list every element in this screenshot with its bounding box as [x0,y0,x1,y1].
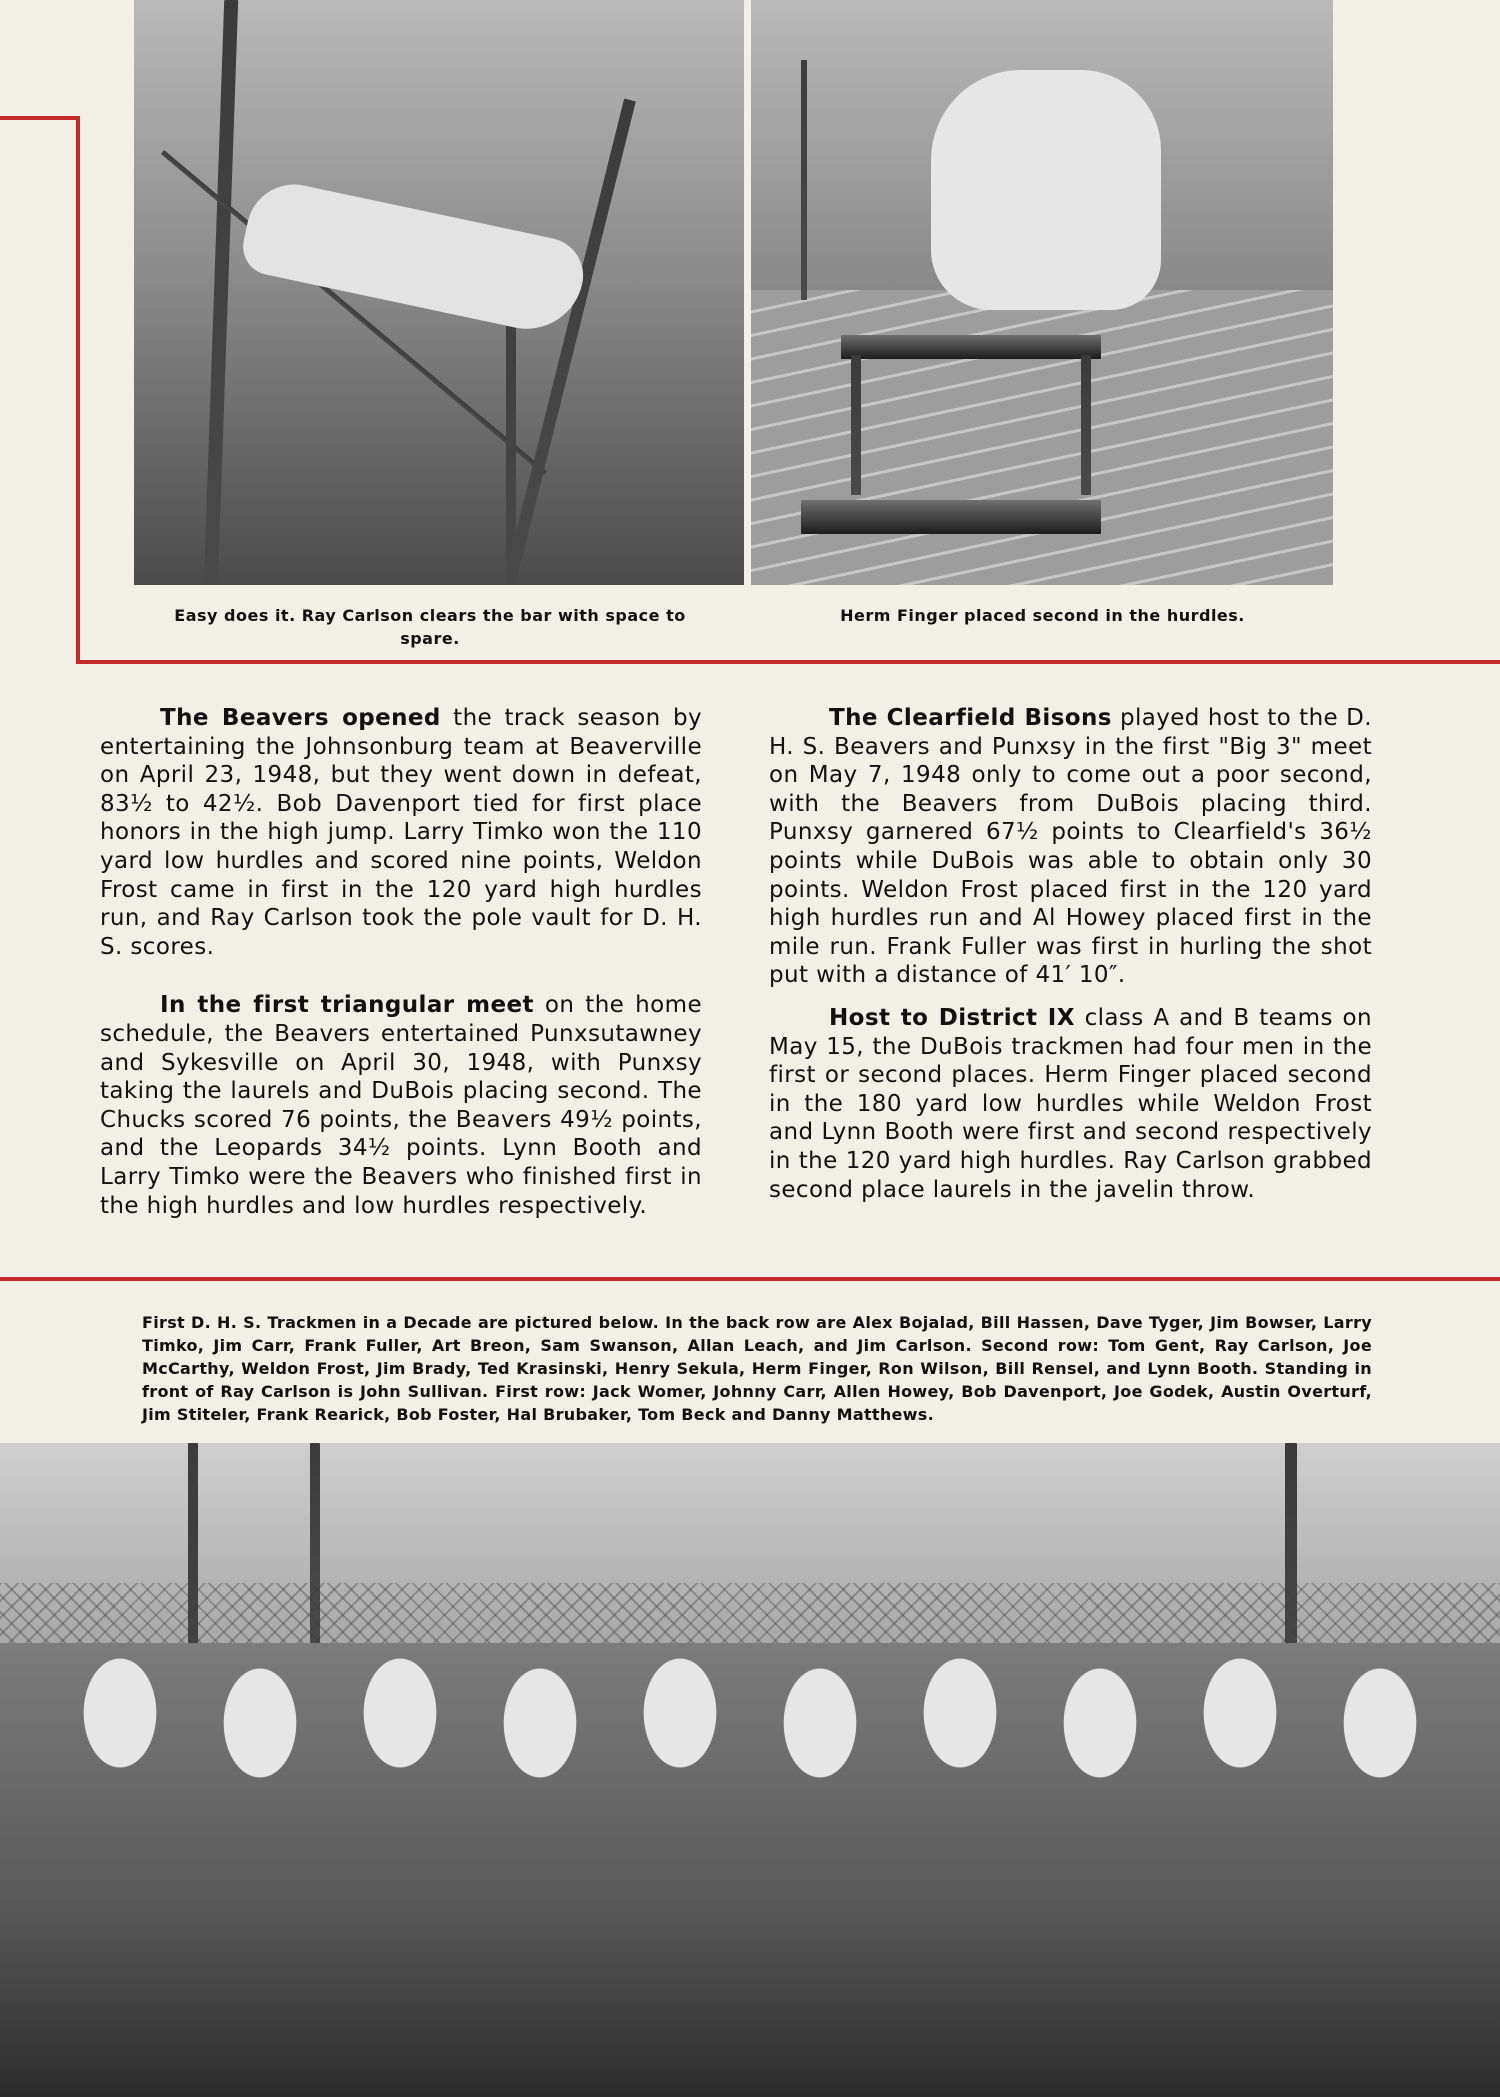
article-paragraph [100,704,702,961]
hurdles-photo [751,0,1333,585]
frame-line-lower [0,1277,1500,1281]
team-members [0,1643,1500,2097]
hurdle-leg-left [851,355,861,495]
article-paragraph [769,704,1372,990]
team-caption-text: are pictured below. In the back row are Alex Bojalad, Bill Hassen, Dave Tyger, Jim Bowser, Larry Timko, Jim Carr, Frank Fuller, Art Breon, Sam Swanson, Allan Leach, and Jim Carlson. Second row: Tom Gent, Ray Carlson, Joe McCarthy, Weldon Frost, Jim Brady, Ted Krasinski, Henry Sekula, Herm Finger, Ron Wilson, Bill Rensel, and Lynn Booth. Standing in front of Ray Carlson is John Sullivan. First row: Jack Womer, Johnny Carr, Allen Howey, Bob Davenport, Joe Godek, Austin Overturf, Jim Stiteler, Frank Rearick, Bob Foster, Hal Brubaker, Tom Beck and Danny Matthews. [142,1313,1372,1424]
light-pole [801,60,807,300]
team-photo-caption [142,1311,1372,1426]
paragraph-text: played host to the D. H. S. Beavers and Punxsy in the first "Big 3" meet on May 7, 1948 only to come out a poor second, with the Beavers from DuBois placing third. Punxsy garnered 67½ points to Clearfield's 36½ points while DuBois was able to obtain only 30 points. Weldon Frost placed first in the 120 yard high hurdles run and Al Howey placed first in the mile run. Frank Fuller was first in hurling the shot put with a distance of 41′ 10″. [769,705,1373,989]
article-paragraph [769,1004,1372,1204]
frame-line-mid [76,660,1500,664]
article-right-column [769,704,1372,1204]
article-left-column [100,704,702,1220]
hurdle-base [801,500,1101,534]
hurdles-caption: Herm Finger placed second in the hurdles. [840,606,1245,625]
paragraph-text: the track season by entertaining the Johnsonburg team at Beaverville on April 23, 1948, but they went down in defeat, 83½ to 42½. Bob Davenport tied for first place honors in the high jump. Larry Timko won the 110 yard low hurdles and scored nine points, Weldon Frost came in first in the 120 yard high hurdles run, and Ray Carlson took the pole vault for D. H. S. scores. [100,705,703,960]
hurdle-leg-right [1081,355,1091,495]
hurdle-bar [841,335,1101,359]
team-photo [0,1443,1500,2097]
pole-vault-photo [134,0,744,585]
frame-line-left-vertical [76,116,80,664]
paragraph-lead: The Clearfield Bisons [829,705,1112,731]
paragraph-lead: The Beavers opened [160,705,441,731]
hurdler-figure [931,70,1161,310]
vaulting-pole [506,99,636,577]
paragraph-lead: In the first triangular meet [160,992,534,1019]
paragraph-text: on the home schedule, the Beavers entertained Punxsutawney and Sykesville on April 30, 1948, with Punxsy taking the laurels and DuBois placing second. The Chucks scored 76 points, the Beavers 49½ points, and the Leopards 34½ points. Lynn Booth and Larry Timko were the Beavers who finished first in the high hurdles and low hurdles respectively. [100,992,702,1219]
paragraph-text: class A and B teams on May 15, the DuBois trackmen had four men in the first or second places. Herm Finger placed second in the 180 yard low hurdles while Weldon Frost and Lynn Booth were first and second respectively in the 120 yard high hurdles. Ray Carlson grabbed second place laurels in the javelin throw. [769,1004,1372,1203]
paragraph-lead: Host to District IX [829,1004,1075,1031]
vaulter-figure [238,176,590,340]
team-caption-lead: First D. H. S. Trackmen in a Decade [142,1313,472,1332]
frame-line-left-top [0,116,80,120]
article-paragraph [100,991,702,1220]
upright-pole [204,0,238,585]
pole-vault-caption: Easy does it. Ray Carlson clears the bar with space to spare. [174,606,686,648]
